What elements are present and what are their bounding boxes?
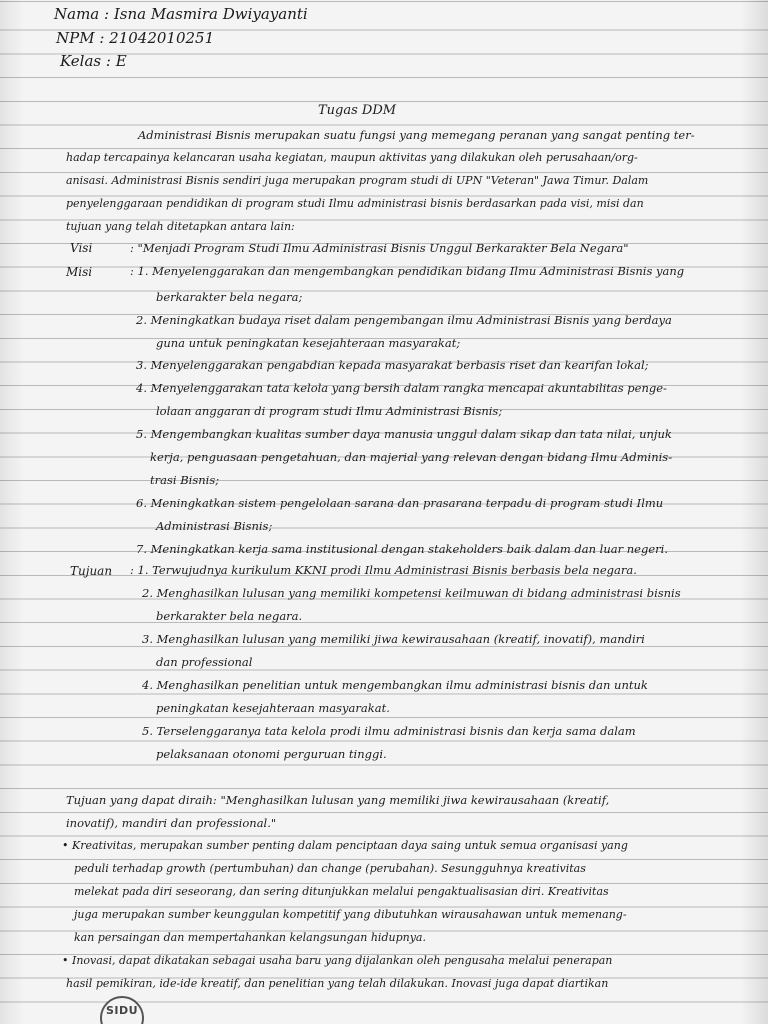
- misi-line: 3. Menyelenggarakan pengabdian kepada masyarakat berbasis riset dan kearifan lokal;: [136, 358, 649, 372]
- misi-line: 7. Meningkatkan kerja sama institusional dengan stakeholders baik dalam dan luar negeri.: [136, 542, 668, 556]
- misi-line: : 1. Menyelenggarakan dan mengembangkan pendidikan bidang Ilmu Administrasi Bisnis yang: [130, 264, 685, 278]
- closing-line: peduli terhadap growth (pertumbuhan) dan change (perubahan). Sesungguhnya kreativitas: [74, 862, 586, 875]
- tujuan-line: peningkatan kesejahteraan masyarakat.: [156, 701, 390, 715]
- intro-line: Administrasi Bisnis merupakan suatu fungsi yang memegang peranan yang sangat penting ter-: [138, 128, 695, 142]
- closing-line: melekat pada diri seseorang, dan sering ditunjukkan melalui pengaktualisasian diri. Kreativitas: [74, 885, 609, 898]
- tujuan-label: Tujuan: [70, 564, 113, 578]
- header-kelas: Kelas : E: [60, 52, 127, 70]
- misi-line: lolaan anggaran di program studi Ilmu Administrasi Bisnis;: [156, 404, 503, 418]
- intro-line: tujuan yang telah ditetapkan antara lain:: [66, 220, 295, 233]
- misi-line: 5. Mengembangkan kualitas sumber daya manusia unggul dalam sikap dan tata nilai, unjuk: [136, 427, 672, 441]
- tujuan-line: 5. Terselenggaranya tata kelola prodi ilmu administrasi bisnis dan kerja sama dalam: [142, 724, 636, 738]
- closing-line: • Kreativitas, merupakan sumber penting dalam penciptaan daya saing untuk semua organisasi yang: [62, 839, 628, 852]
- misi-line: berkarakter bela negara;: [156, 290, 303, 304]
- tujuan-line: pelaksanaan otonomi perguruan tinggi.: [156, 747, 387, 761]
- header-nama: Nama : Isna Masmira Dwiyayanti: [54, 5, 308, 23]
- tujuan-line: 2. Menghasilkan lulusan yang memiliki kompetensi keilmuwan di bidang administrasi bisnis: [142, 586, 681, 600]
- closing-line: kan persaingan dan mempertahankan kelangsungan hidupnya.: [74, 931, 426, 944]
- misi-line: 2. Meningkatkan budaya riset dalam pengembangan ilmu Administrasi Bisnis yang berdaya: [136, 313, 672, 327]
- closing-line: juga merupakan sumber keunggulan kompetitif yang dibutuhkan wirausahawan untuk memenang-: [74, 908, 627, 921]
- misi-line: kerja, penguasaan pengetahuan, dan majerial yang relevan dengan bidang Ilmu Adminis-: [150, 450, 673, 464]
- intro-line: anisasi. Administrasi Bisnis sendiri juga merupakan program studi di UPN "Veteran" Jawa Timur. Dalam: [66, 174, 649, 187]
- intro-line: hadap tercapainya kelancaran usaha kegiatan, maupun aktivitas yang dilakukan oleh perusahaan/org-: [66, 151, 638, 164]
- header-npm: NPM : 21042010251: [56, 29, 215, 47]
- notebook-brand-seal: [100, 996, 144, 1024]
- misi-line: guna untuk peningkatan kesejahteraan masyarakat;: [156, 336, 461, 350]
- seal-text: SIDU: [105, 1004, 139, 1017]
- misi-line: trasi Bisnis;: [150, 473, 220, 487]
- visi-text: : "Menjadi Program Studi Ilmu Administrasi Bisnis Unggul Berkarakter Bela Negara": [130, 241, 629, 255]
- tujuan-line: 3. Menghasilkan lulusan yang memiliki jiwa kewirausahaan (kreatif, inovatif), mandiri: [142, 632, 645, 646]
- misi-line: 4. Menyelenggarakan tata kelola yang bersih dalam rangka mencapai akuntabilitas penge-: [136, 381, 667, 395]
- closing-line: • Inovasi, dapat dikatakan sebagai usaha baru yang dijalankan oleh pengusaha melalui penerapan: [62, 954, 613, 967]
- visi-label: Visi: [70, 241, 93, 255]
- misi-label: Misi: [66, 265, 93, 279]
- misi-line: 6. Meningkatkan sistem pengelolaan sarana dan prasarana terpadu di program studi Ilmu: [136, 496, 664, 510]
- page-title: Tugas DDM: [318, 103, 397, 118]
- intro-line: penyelenggaraan pendidikan di program studi Ilmu administrasi bisnis berdasarkan pada visi, misi dan: [66, 197, 644, 210]
- tujuan-line: : 1. Terwujudnya kurikulum KKNI prodi Ilmu Administrasi Bisnis berbasis bela negara.: [130, 563, 637, 577]
- tujuan-line: 4. Menghasilkan penelitian untuk mengembangkan ilmu administrasi bisnis dan untuk: [142, 678, 648, 692]
- tujuan-line: berkarakter bela negara.: [156, 609, 303, 623]
- closing-line: Tujuan yang dapat diraih: "Menghasilkan lulusan yang memiliki jiwa kewirausahaan (kreatif,: [66, 793, 610, 807]
- tujuan-line: dan professional: [156, 655, 253, 669]
- closing-line: hasil pemikiran, ide-ide kreatif, dan penelitian yang telah dilakukan. Inovasi juga dapat diartikan: [66, 977, 609, 990]
- misi-line: Administrasi Bisnis;: [156, 519, 273, 533]
- closing-line: inovatif), mandiri dan professional.": [66, 816, 277, 830]
